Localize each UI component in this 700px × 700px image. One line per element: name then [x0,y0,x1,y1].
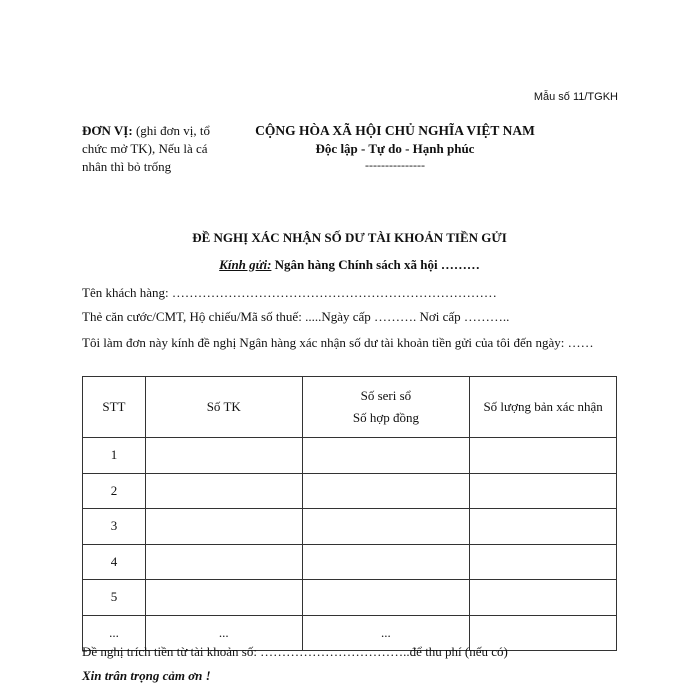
cell-serial: ... [302,615,470,651]
unit-label: ĐƠN VỊ: [82,123,133,138]
cell-stt: 4 [83,544,146,580]
cell-account [145,438,302,474]
table-row [83,580,617,616]
cell-stt: 5 [83,580,146,616]
cell-account: ... [145,615,302,651]
accounts-table [82,376,617,651]
cell-stt: 3 [83,509,146,545]
header-account: Số TK [145,377,302,438]
cell-account [145,544,302,580]
cell-serial [302,509,470,545]
header-stt: STT [83,377,146,438]
header-serial-line1: Số seri sổ [360,388,412,403]
cell-quantity [470,509,617,545]
id-document-line: Thẻ căn cước/CMT, Hộ chiếu/Mã số thuế: .....Ngày cấp ………. Nơi cấp ……….. [82,309,510,324]
recipient-label: Kính gửi: [219,257,272,272]
unit-note: (ghi đơn vị, tổ chức mở TK), Nếu là cá nhân thì bỏ trống [82,123,210,174]
recipient-value: Ngân hàng Chính sách xã hội ……… [274,257,480,272]
cell-serial [302,544,470,580]
cell-quantity [470,438,617,474]
national-header [230,122,560,172]
cell-stt: 2 [83,473,146,509]
cell-quantity [470,580,617,616]
header-separator: --------------- [365,158,425,172]
customer-name-line: Tên khách hàng: ………………………………………………………………… [82,285,497,300]
country-name: CỘNG HÒA XÃ HỘI CHỦ NGHĨA VIỆT NAM [255,123,535,138]
cell-quantity [470,473,617,509]
cell-account [145,580,302,616]
fee-deduction-line: Đề nghị trích tiền từ tài khoản số: ……………………………..để thu phí (nếu có) [82,644,508,659]
table-row [83,544,617,580]
cell-stt: 1 [83,438,146,474]
cell-stt: ... [83,615,146,651]
header-quantity: Số lượng bản xác nhận [470,377,617,438]
request-line: Tôi làm đơn này kính đề nghị Ngân hàng xác nhận số dư tài khoản tiền gửi của tôi đến ngày: …… [82,335,594,350]
document-title: ĐỀ NGHỊ XÁC NHẬN SỐ DƯ TÀI KHOẢN TIỀN GỬI [192,230,507,245]
header-serial [302,377,470,438]
cell-account [145,509,302,545]
table-row [83,509,617,545]
table-header-row [83,377,617,438]
recipient-line [82,257,617,273]
cell-serial [302,438,470,474]
unit-block [82,122,222,176]
table-row [83,473,617,509]
cell-serial [302,580,470,616]
cell-quantity [470,544,617,580]
header-serial-line2: Số hợp đồng [352,410,419,425]
cell-serial [302,473,470,509]
table-row [83,438,617,474]
national-motto: Độc lập - Tự do - Hạnh phúc [315,141,475,156]
form-code: Mẫu số 11/TGKH [533,91,618,103]
cell-account [145,473,302,509]
closing-text: Xin trân trọng cảm ơn ! [82,668,211,683]
